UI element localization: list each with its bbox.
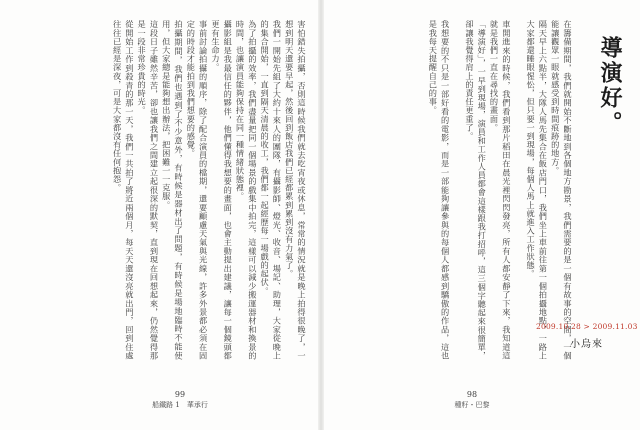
paragraph: 車開進來的時候，我們看到那片稻田在晨光裡閃閃發亮，所有人都安靜了下來，我知道這就是我們一直在尋找的畫面。 [489,20,512,360]
right-page-text [350,20,574,360]
right-page-footer [432,390,512,410]
running-footer: 船鐵路 1 華承行 [152,401,208,409]
paragraph: 我想要的不只是一部好看的電影，而是一部能夠讓參與的每個人都感到驕傲的作品，這也是我每天提醒自己的事。 [428,20,451,360]
page-number: 99 [174,390,186,399]
paragraph: 在籌備期間，我們就開始不斷地到各個地方勘景，我們需要的是一個有故事的空間，一個能讓觀眾一眼就感受到時間痕跡的地方。 [550,20,573,360]
date-range: 2009.10.28 > 2009.11.03 [536,322,638,331]
chapter-title: 導演好。 [597,36,622,136]
page-number: 98 [466,390,478,399]
left-page-text [30,20,308,360]
paragraph: 事前討論拍攝的順序，除了配合演員的檔期，還要顧慮天氣與光線，許多外景都必須在固定的時段才能拍到我們想要的感覺。 [186,20,209,360]
book-gutter [318,0,324,430]
paragraph: 我們一開始先組了大約十來人的團隊，有攝影師、燈光、收音、場記、助理，大家從晚上的集合開始，一直到隔天清晨的收工，我們都一起經歷每一場戲的起伏。 [260,20,283,360]
paragraph: 攝影組是我最信任的夥伴，他們懂得我想要的畫面，也會主動提出建議，讓每一個鏡頭都更有生命力。 [210,20,234,360]
paragraph: 害怕錯失拍攝，否則這時候我們就去吃宵夜或休息，常常的情況就是晚上拍得很晚了，一想到明天還要早起，然後回到飯店我們已經都累到累到沒有力氣了。 [284,20,307,360]
running-footer: 種籽・巴黎 [454,401,490,409]
paragraph: 隔天早上六點半，大隊人馬先集合在飯店門口，我們坐上車前往第一個拍攝地點，一路上大家都還睡眼惺忪，但只要一到現場，每個人馬上就進入工作狀態。 [526,20,549,360]
paragraph: 從開始工作到殺青的那一天，我們一共拍了將近兩個月，每天天還沒亮就出門，回到住處往往已經是深夜，可是大家都沒有任何抱怨。 [112,20,135,360]
paragraph: 拍攝期間，我們也遇到了不少意外，有時候是器材出了問題，有時候是場地臨時不能使用，但大家總是能夠想出辦法，把困難一一克服。 [161,20,185,360]
location-label: 小烏來 [570,339,603,350]
paragraph: 「導演好」，一早到現場，演員和工作人員都會這樣跟我打招呼，這三個字聽起來很簡單，卻讓我覺得肩上的責任更重了。 [464,20,488,360]
paragraph: 為了拍攝的效率，我們盡量把同一個場景的戲集中拍完，這樣可以減少搬運器材和換景的時間，也讓演員能夠保持在同一種情緒狀態裡。 [235,20,258,360]
left-page-footer [140,390,220,410]
paragraph: 這段日子雖然辛苦，卻也讓我們之間建立起很深的默契，直到現在回想起來，仍然覺得那是一段非常珍貴的時光。 [137,20,160,360]
